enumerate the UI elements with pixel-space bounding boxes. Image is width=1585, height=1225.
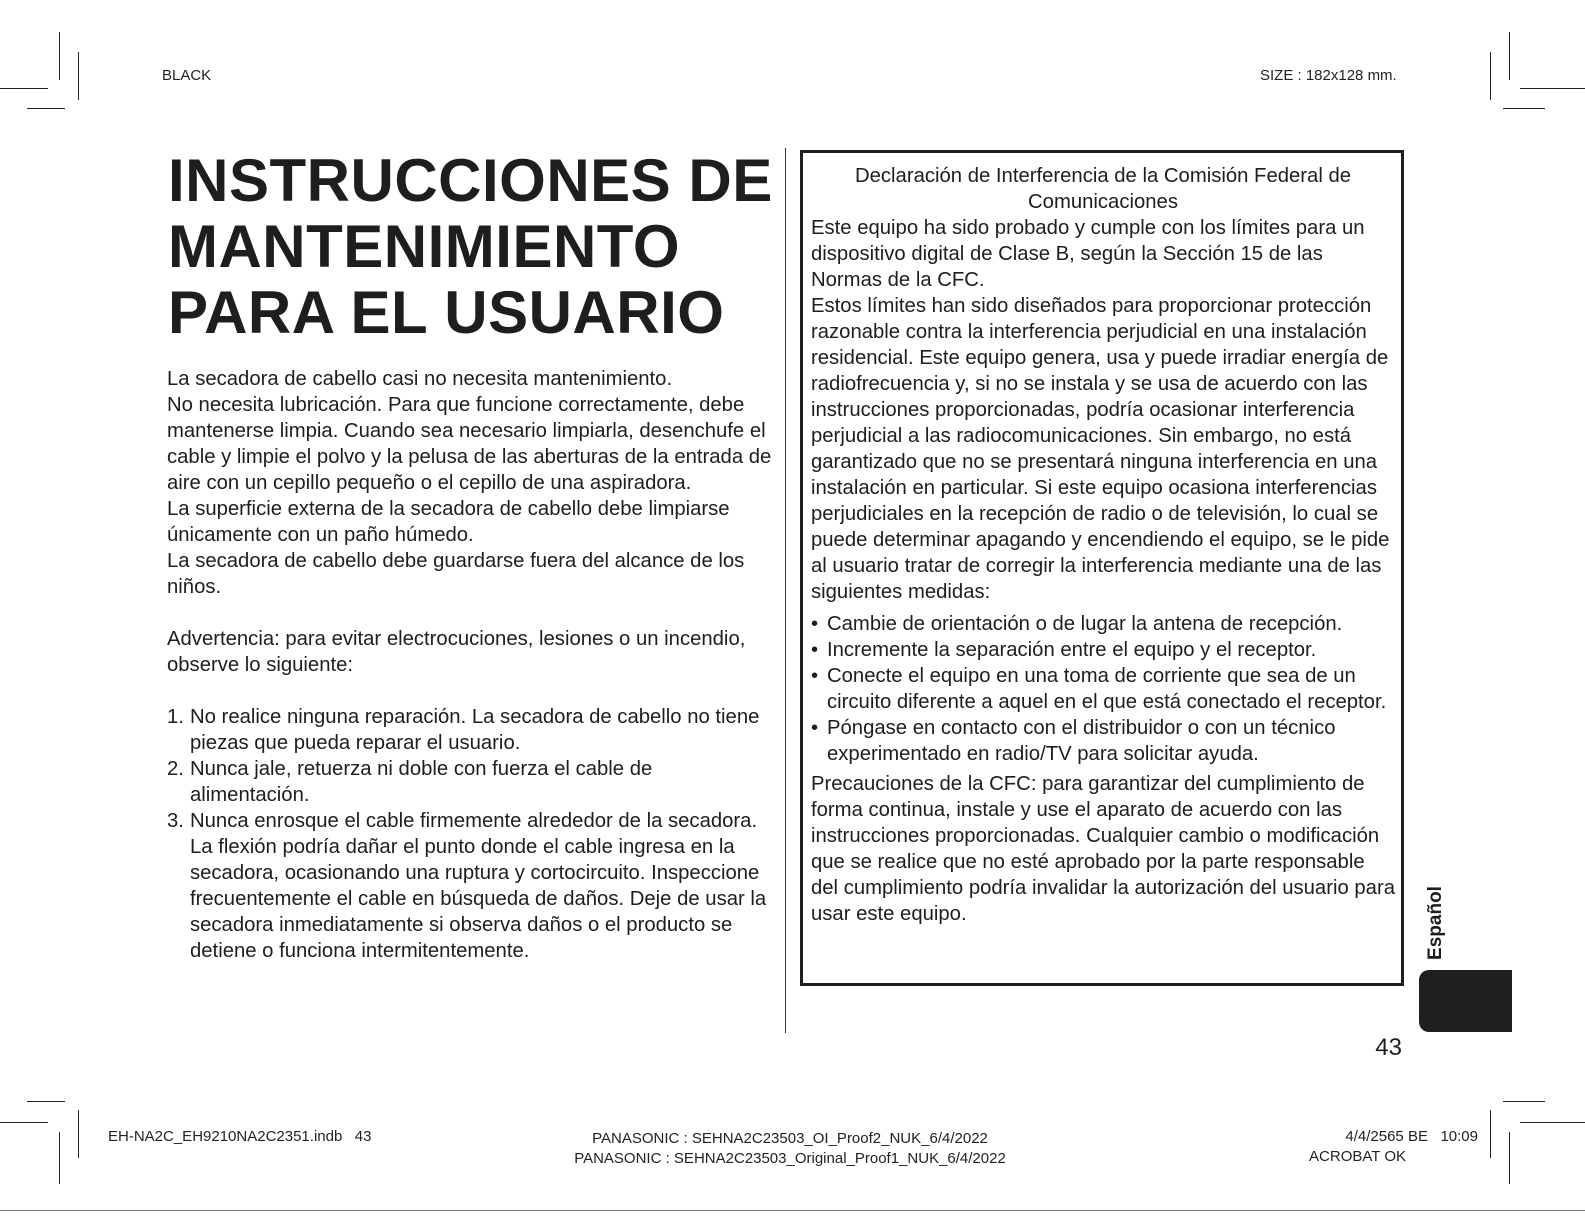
bullet-icon: • <box>811 665 819 687</box>
crop-mark <box>27 1101 65 1102</box>
crop-mark <box>0 88 48 89</box>
bullet-icon: • <box>811 717 819 739</box>
warning-steps-list <box>167 704 777 964</box>
crop-mark <box>59 32 60 80</box>
proof-lines <box>500 1129 1080 1169</box>
list-item <box>167 704 777 756</box>
measure-text: Cambie de orientación o de lugar la antena de recepción. <box>827 613 1343 635</box>
acrobat-label: ACROBAT OK <box>1309 1148 1406 1165</box>
trim-edge-line <box>0 1210 1585 1211</box>
measure-text: Póngase en contacto con el distribuidor o con un técnico experimentado en radio/TV para solicitar ayuda. <box>827 717 1336 765</box>
intro-paragraph: La secadora de cabello casi no necesita mantenimiento. <box>167 368 673 390</box>
title-line: PARA EL USUARIO <box>168 279 725 346</box>
crop-mark <box>78 52 79 100</box>
step-number: 3. <box>167 810 184 832</box>
fcc-title: Declaración de Interferencia de la Comisión Federal de Comunicaciones <box>854 165 1352 213</box>
warning-paragraph: Advertencia: para evitar electrocuciones, lesiones o un incendio, observe lo siguiente: <box>167 628 746 676</box>
list-item <box>167 808 777 964</box>
maintenance-instructions <box>167 366 777 964</box>
list-item <box>811 637 1395 663</box>
bullet-icon: • <box>811 613 819 635</box>
crop-mark <box>1490 52 1491 100</box>
crop-mark <box>1503 108 1545 109</box>
intro-paragraph: No necesita lubricación. Para que funcione correctamente, debe mantenerse limpia. Cuando sea necesario limpiarla, desenchufe el cable y limpie el polvo y la pelusa de las aberturas de la entrada de aire con un cepillo pequeño o el cepillo de una aspiradora. <box>167 394 772 494</box>
list-item <box>811 611 1395 637</box>
fcc-statement-box <box>800 150 1404 986</box>
fcc-measures-list <box>811 611 1395 767</box>
page-title <box>168 148 788 346</box>
file-label: EH-NA2C_EH9210NA2C2351.indb 43 <box>108 1128 372 1145</box>
fcc-paragraph: Estos límites han sido diseñados para proporcionar protección razonable contra la interferencia perjudicial en una instalación residencial. Este equipo genera, usa y puede irradiar energía de radiofrecuencia y, si no se instala y se usa de acuerdo con las instrucciones proporcionadas, podría ocasionar interferencia perjudicial a las radiocomunicaciones. Sin embargo, no está garantizado que no se presentará ninguna interferencia en una instalación en particular. Si este equipo ocasiona interferencias perjudiciales en la recepción de radio o de televisión, lo cual se puede determinar apagando y encendiendo el equipo, se le pide al usuario tratar de corregir la interferencia mediante una de las siguientes medidas: <box>811 295 1390 603</box>
crop-mark <box>1520 88 1585 89</box>
list-item <box>811 715 1395 767</box>
step-text: Nunca jale, retuerza ni doble con fuerza el cable de alimentación. <box>190 758 653 806</box>
title-line: INSTRUCCIONES DE <box>168 147 773 214</box>
crop-mark <box>1490 1110 1491 1158</box>
crop-mark <box>1503 1101 1545 1102</box>
crop-mark <box>1509 32 1510 80</box>
crop-mark <box>27 108 65 109</box>
fcc-paragraph: Este equipo ha sido probado y cumple con los límites para un dispositivo digital de Clase B, según la Sección 15 de las Normas de la CFC. <box>811 217 1365 291</box>
step-number: 2. <box>167 758 184 780</box>
step-text: Nunca enrosque el cable firmemente alrededor de la secadora. La flexión podría dañar el punto donde el cable ingresa en la secadora, ocasionando una ruptura y cortocircuito. Inspeccione frecuentemente el cable en búsqueda de daños. Deje de usar la secadora inmediatamente si observa daños o el producto se detiene o funciona intermitentemente. <box>190 810 767 962</box>
crop-mark <box>78 1110 79 1158</box>
page-number: 43 <box>1375 1034 1402 1061</box>
proof-line: PANASONIC : SEHNA2C23503_Original_Proof1_NUK_6/4/2022 <box>574 1150 1006 1167</box>
fcc-precautions: Precauciones de la CFC: para garantizar del cumplimiento de forma continua, instale y use el aparato de acuerdo con las instrucciones proporcionadas. Cualquier cambio o modificación que se realice que no esté aprobado por la parte responsable del cumplimiento podría invalidar la autorización del usuario para usar este equipo. <box>811 773 1395 925</box>
column-divider <box>785 148 786 1033</box>
measure-text: Conecte el equipo en una toma de corriente que sea de un circuito diferente a aquel en el que está conectado el receptor. <box>827 665 1387 713</box>
crop-mark <box>1520 1122 1585 1123</box>
language-label: Español <box>1425 886 1446 960</box>
intro-paragraph: La secadora de cabello debe guardarse fuera del alcance de los niños. <box>167 550 745 598</box>
crop-mark <box>0 1122 48 1123</box>
step-text: No realice ninguna reparación. La secadora de cabello no tiene piezas que pueda reparar el usuario. <box>190 706 760 754</box>
crop-mark <box>59 1132 60 1184</box>
title-line: MANTENIMIENTO <box>168 213 681 280</box>
date-label: 4/4/2565 BE 10:09 <box>1345 1128 1478 1145</box>
color-label: BLACK <box>162 67 212 84</box>
proof-line: PANASONIC : SEHNA2C23503_OI_Proof2_NUK_6/4/2022 <box>592 1130 988 1147</box>
language-tab-label <box>1416 880 1456 966</box>
language-tab-marker <box>1419 970 1512 1032</box>
step-number: 1. <box>167 706 184 728</box>
intro-paragraph: La superficie externa de la secadora de cabello debe limpiarse únicamente con un paño húmedo. <box>167 498 730 546</box>
crop-mark <box>1509 1132 1510 1184</box>
list-item <box>167 756 777 808</box>
size-label: SIZE : 182x128 mm. <box>1260 67 1397 84</box>
list-item <box>811 663 1395 715</box>
bullet-icon: • <box>811 639 819 661</box>
measure-text: Incremente la separación entre el equipo y el receptor. <box>827 639 1317 661</box>
